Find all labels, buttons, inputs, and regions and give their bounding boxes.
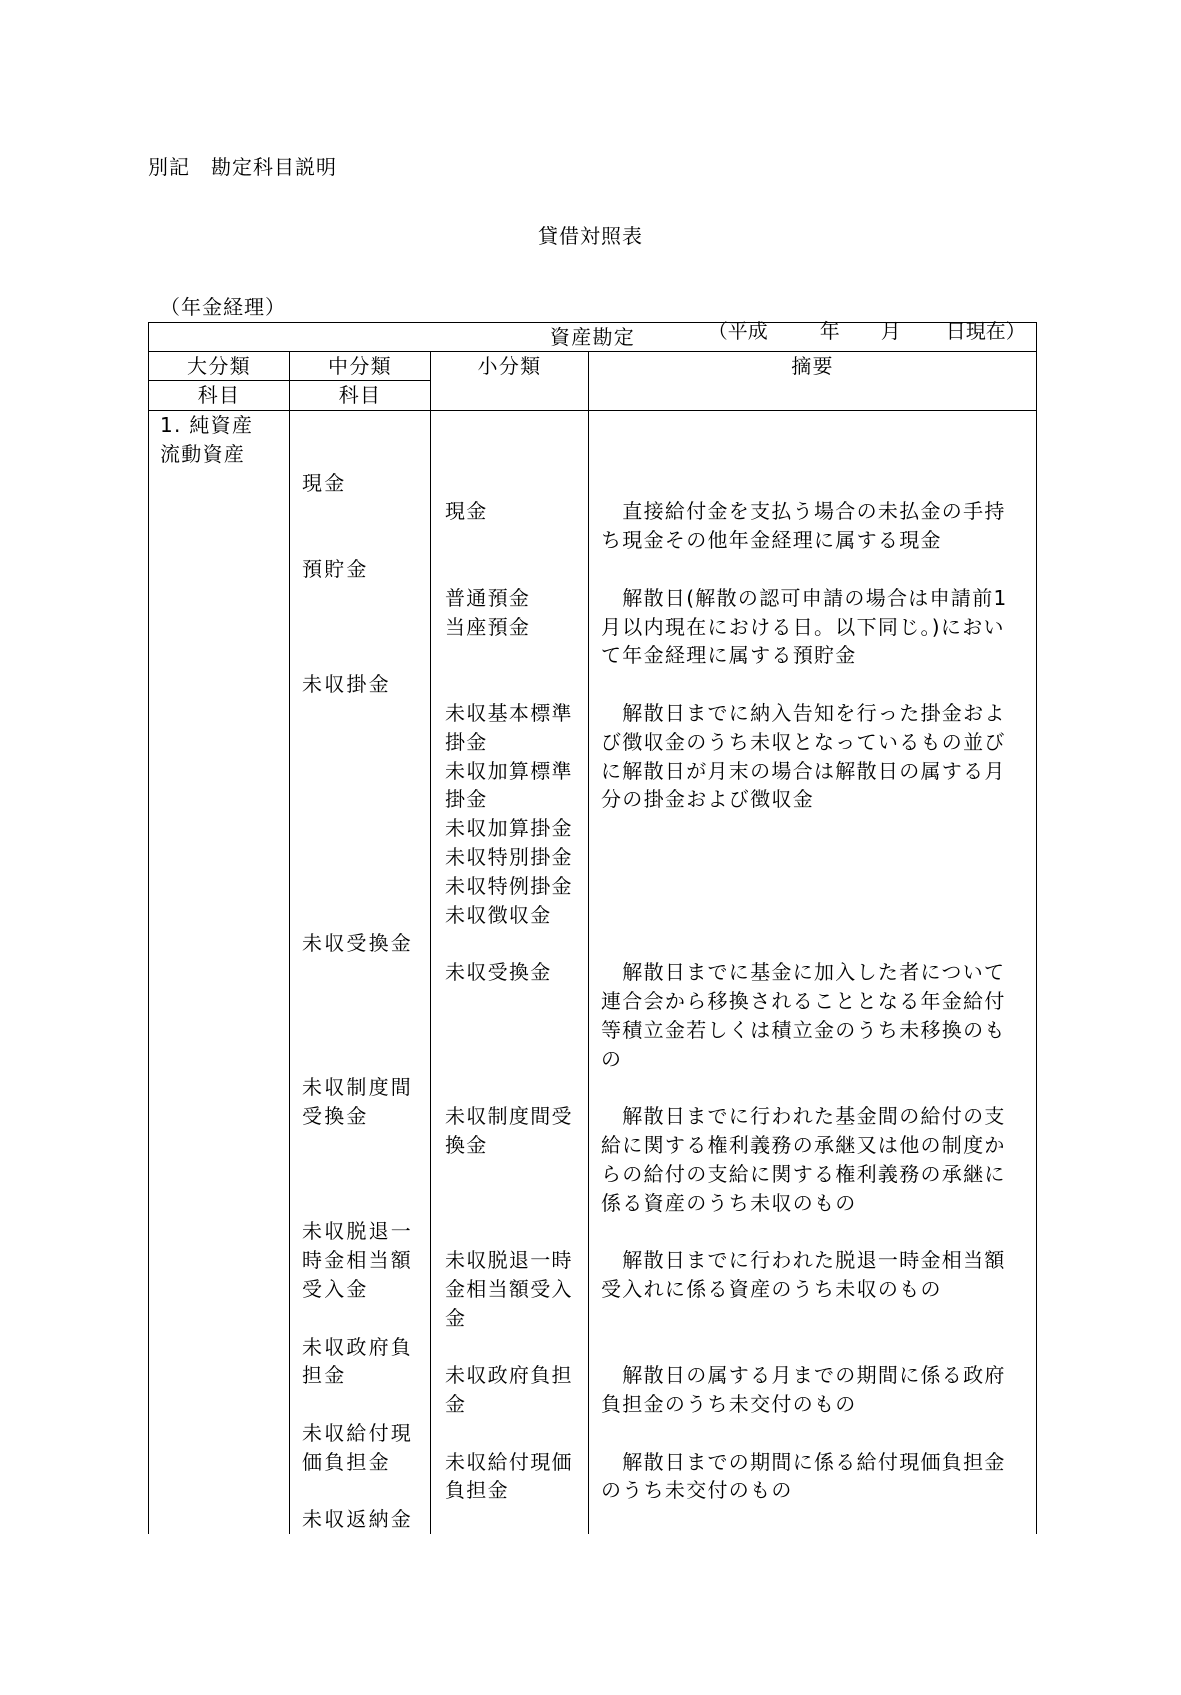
header-major: 大分類 — [149, 352, 290, 381]
middle-cell: 価負担金 — [290, 1448, 431, 1506]
description-cell: 解散日までに基金に加入した者について 連合会から移換されることとなる年金給付 等積立金若しくは積立金のうち未移換のも の — [589, 958, 1037, 1073]
minor-cell: 現金 — [431, 497, 589, 555]
description-cell: 解散日の属する月までの期間に係る政府 負担金のうち未交付のもの — [589, 1361, 1037, 1419]
minor-cell — [431, 1073, 589, 1102]
description-cell — [589, 929, 1037, 958]
middle-cell — [290, 699, 431, 929]
table-row — [149, 584, 1037, 670]
middle-cell: 時金相当額 受入金 — [290, 1246, 431, 1332]
middle-cell: 未収返納金 — [290, 1505, 431, 1534]
middle-cell: 未収脱退一 — [290, 1217, 431, 1246]
major-cell — [149, 1102, 290, 1217]
document-heading: 別記 勘定科目説明 — [148, 155, 337, 179]
description-cell: 解散日(解散の認可申請の場合は申請前1 月以内現在における日。以下同じ。)におい て年金経理に属する預貯金 — [589, 584, 1037, 670]
minor-cell — [431, 1217, 589, 1246]
minor-cell: 未収基本標準 掛金 未収加算標準 掛金 未収加算掛金 未収特別掛金 未収特例掛金 未収徴収金 — [431, 699, 589, 929]
page-title: 貸借対照表 — [538, 224, 643, 248]
description-cell: 解散日までの期間に係る給付現価負担金 のうち未交付のもの — [589, 1448, 1037, 1506]
major-cell: 1. 純資産 流動資産 — [149, 411, 290, 469]
description-cell — [589, 1505, 1037, 1534]
as-of-year: 年 — [819, 319, 840, 343]
table-row — [149, 1102, 1037, 1217]
middle-cell: 担金 — [290, 1361, 431, 1419]
as-of-month: 月 — [880, 319, 901, 343]
description-cell: 解散日までに納入告知を行った掛金およ び徴収金のうち未収となっているもの並び に解散日が月末の場合は解散日の属する月 分の掛金および徴収金 — [589, 699, 1037, 929]
minor-cell — [431, 411, 589, 469]
description-cell: 解散日までに行われた脱退一時金相当額 受入れに係る資産のうち未収のもの — [589, 1246, 1037, 1332]
section-header: 資産勘定 — [149, 323, 1037, 352]
middle-cell — [290, 584, 431, 670]
accounting-scope: （年金経理） — [160, 295, 286, 319]
major-cell — [149, 1217, 290, 1246]
minor-cell — [431, 1505, 589, 1534]
major-cell — [149, 555, 290, 584]
middle-cell: 預貯金 — [290, 555, 431, 584]
middle-cell: 受換金 — [290, 1102, 431, 1217]
minor-cell — [431, 555, 589, 584]
major-cell — [149, 1448, 290, 1506]
minor-cell: 未収受換金 — [431, 958, 589, 1073]
table-row — [149, 699, 1037, 929]
middle-cell: 未収政府負 — [290, 1333, 431, 1362]
table-row — [149, 1505, 1037, 1534]
major-cell — [149, 1505, 290, 1534]
minor-cell: 未収制度間受 換金 — [431, 1102, 589, 1217]
header-middle: 中分類 — [290, 352, 431, 381]
description-cell: 解散日までに行われた基金間の給付の支 給に関する権利義務の承継又は他の制度か らの給付の支給に関する権利義務の承継に 係る資産のうち未収のもの — [589, 1102, 1037, 1217]
middle-cell: 未収受換金 — [290, 929, 431, 958]
major-cell — [149, 670, 290, 699]
major-cell — [149, 1419, 290, 1448]
description-cell — [589, 1217, 1037, 1246]
major-cell — [149, 1073, 290, 1102]
description-cell — [589, 1419, 1037, 1448]
table-row — [149, 1448, 1037, 1506]
major-cell — [149, 1361, 290, 1419]
description-cell — [589, 1073, 1037, 1102]
minor-cell — [431, 469, 589, 498]
minor-cell: 未収脱退一時 金相当額受入 金 — [431, 1246, 589, 1332]
table-row — [149, 1073, 1037, 1102]
major-cell — [149, 958, 290, 1073]
table-body — [149, 411, 1037, 1535]
description-cell — [589, 1333, 1037, 1362]
middle-cell — [290, 497, 431, 555]
as-of-era: （平成 — [707, 319, 768, 343]
major-cell — [149, 469, 290, 498]
description-cell — [589, 670, 1037, 699]
middle-cell — [290, 958, 431, 1073]
table-row — [149, 1246, 1037, 1332]
minor-cell — [431, 929, 589, 958]
minor-cell: 未収政府負担 金 — [431, 1361, 589, 1419]
header-description: 摘要 — [589, 352, 1037, 411]
description-cell: 直接給付金を支払う場合の未払金の手持 ち現金その他年金経理に属する現金 — [589, 497, 1037, 555]
header-middle-sub: 科目 — [290, 381, 431, 411]
table-row — [149, 1419, 1037, 1448]
table-row — [149, 929, 1037, 958]
balance-sheet-table — [148, 322, 1037, 1534]
as-of-day: 日現在） — [945, 319, 1026, 343]
table-row — [149, 1217, 1037, 1246]
table-row — [149, 497, 1037, 555]
middle-cell: 現金 — [290, 469, 431, 498]
middle-cell: 未収制度間 — [290, 1073, 431, 1102]
description-cell — [589, 411, 1037, 469]
middle-cell — [290, 411, 431, 469]
major-cell — [149, 497, 290, 555]
table-row — [149, 469, 1037, 498]
description-cell — [589, 469, 1037, 498]
table-row — [149, 555, 1037, 584]
table-row — [149, 1333, 1037, 1362]
middle-cell: 未収掛金 — [290, 670, 431, 699]
middle-cell: 未収給付現 — [290, 1419, 431, 1448]
major-cell — [149, 699, 290, 929]
major-cell — [149, 584, 290, 670]
header-major-sub: 科目 — [149, 381, 290, 411]
table-row — [149, 670, 1037, 699]
table-row — [149, 411, 1037, 469]
minor-cell: 普通預金 当座預金 — [431, 584, 589, 670]
minor-cell: 未収給付現価 負担金 — [431, 1448, 589, 1506]
table-row — [149, 958, 1037, 1073]
major-cell — [149, 1333, 290, 1362]
minor-cell — [431, 1419, 589, 1448]
major-cell — [149, 1246, 290, 1332]
description-cell — [589, 555, 1037, 584]
header-minor: 小分類 — [431, 352, 589, 411]
minor-cell — [431, 1333, 589, 1362]
table-row — [149, 1361, 1037, 1419]
major-cell — [149, 929, 290, 958]
minor-cell — [431, 670, 589, 699]
